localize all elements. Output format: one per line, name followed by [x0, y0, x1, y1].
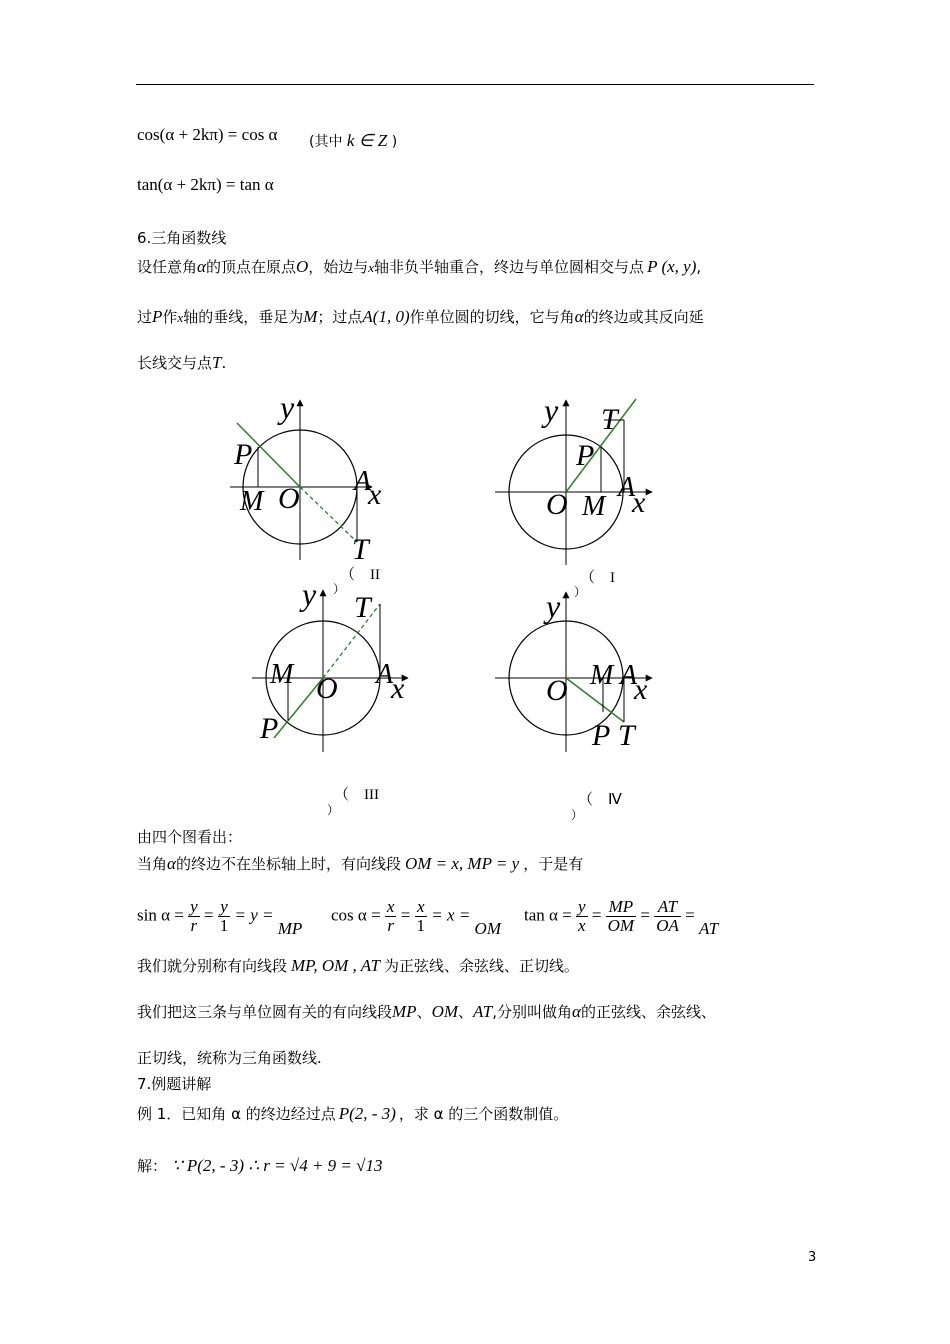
example-1: 例 1．已知角 α 的终边经过点 P(2, - 3) ，求 α 的三个函数制值。 — [137, 1104, 569, 1123]
analysis-line-3: 我们把这三条与单位圆有关的有向线段MP、OM、AT,分别叫做角α的正弦线、余弦线、 — [137, 1002, 716, 1021]
caption-figure-II-close: ） — [333, 582, 346, 596]
figure-quadrant-III — [252, 576, 408, 752]
label-A: A — [376, 659, 394, 690]
label-y: y — [280, 389, 295, 425]
label-O: O — [546, 674, 568, 707]
solution-line: 解： ∵ P(2, - 3) ∴ r = √4 + 9 = √13 — [137, 1156, 383, 1175]
label-T: T — [601, 403, 618, 436]
label-y: y — [544, 392, 559, 428]
section-6-heading: 6.三角函数线 — [137, 229, 227, 247]
caption-figure-III: （ III — [334, 787, 379, 803]
terminal-side-extension — [300, 487, 357, 542]
section-6-paragraph-line-3: 长线交与点T. — [137, 353, 227, 372]
terminal-side-extension — [323, 604, 380, 678]
label-P: P — [592, 719, 611, 752]
label-P: P — [260, 712, 279, 745]
cos-note: (其中 k ∈ Z ) — [309, 131, 398, 150]
analysis-line-4: 正切线，统称为三角函数线. — [137, 1049, 322, 1067]
label-T: T — [618, 719, 635, 752]
figure-quadrant-I — [495, 392, 652, 565]
label-T: T — [354, 591, 371, 624]
label-A: A — [354, 466, 372, 497]
label-x: x — [632, 486, 646, 519]
caption-figure-I-close: ） — [574, 585, 587, 599]
figure-quadrant-IV — [495, 588, 652, 752]
section-6-paragraph-line-2: 过P作x轴的垂线，垂足为M；过点A(1, 0)作单位圆的切线，它与角α的终边或其反向延 — [137, 307, 704, 326]
caption-figure-IV: （ Ⅳ — [578, 792, 622, 808]
analysis-line-1: 当角α的终边不在坐标轴上时，有向线段 OM = x, MP = y ，于是有 — [137, 854, 584, 873]
figure-quadrant-II — [230, 389, 382, 566]
header-rule — [136, 84, 814, 85]
caption-figure-I: （ I — [580, 570, 615, 586]
label-T: T — [352, 533, 369, 566]
cosine-definition: cos α = $\frac{x}{r}$ = $\frac{x}{1}$ = x = OM — [331, 897, 501, 939]
label-O: O — [546, 488, 568, 521]
trig-line-diagrams — [0, 380, 950, 820]
label-x: x — [368, 478, 382, 511]
label-M: M — [270, 659, 294, 690]
caption-figure-III-close: ） — [327, 803, 340, 817]
analysis-intro: 由四个图看出： — [137, 828, 243, 846]
sine-definition: sin α = $\frac{y}{r}$ = $\frac{y}{1}$ = y = MP — [137, 897, 303, 939]
label-P: P — [576, 439, 595, 472]
section-7-heading: 7.例题讲解 — [137, 1075, 212, 1093]
caption-figure-IV-close: ） — [571, 808, 584, 822]
label-P: P — [234, 438, 253, 471]
section-6-paragraph-line-1: 设任意角α的顶点在原点O，始边与x轴非负半轴重合，终边与单位圆相交与点 P (x, y), — [137, 257, 702, 276]
label-O: O — [316, 672, 338, 705]
label-M: M — [240, 486, 264, 517]
label-O: O — [278, 482, 300, 515]
label-y: y — [546, 588, 561, 624]
caption-figure-II: （ II — [340, 567, 380, 583]
label-x: x — [634, 673, 648, 706]
label-M: M — [582, 491, 606, 522]
tangent-definition: tan α = $\frac{y}{x}$ = $\frac{MP}{OM}$ = $\frac{AT}{OA}$ = AT — [524, 897, 719, 939]
label-x: x — [391, 672, 405, 705]
tan-periodic-formula: tan(α + 2kπ) = tan α — [137, 175, 274, 194]
label-y: y — [302, 576, 317, 612]
cos-periodic-formula: cos(α + 2kπ) = cos α — [137, 125, 278, 144]
analysis-line-2: 我们就分别称有向线段 MP, OM , AT 为正弦线、余弦线、正切线。 — [137, 956, 579, 975]
label-M: M — [590, 660, 614, 691]
page-number: 3 — [808, 1250, 817, 1265]
label-A: A — [618, 472, 636, 503]
label-A: A — [620, 660, 638, 691]
